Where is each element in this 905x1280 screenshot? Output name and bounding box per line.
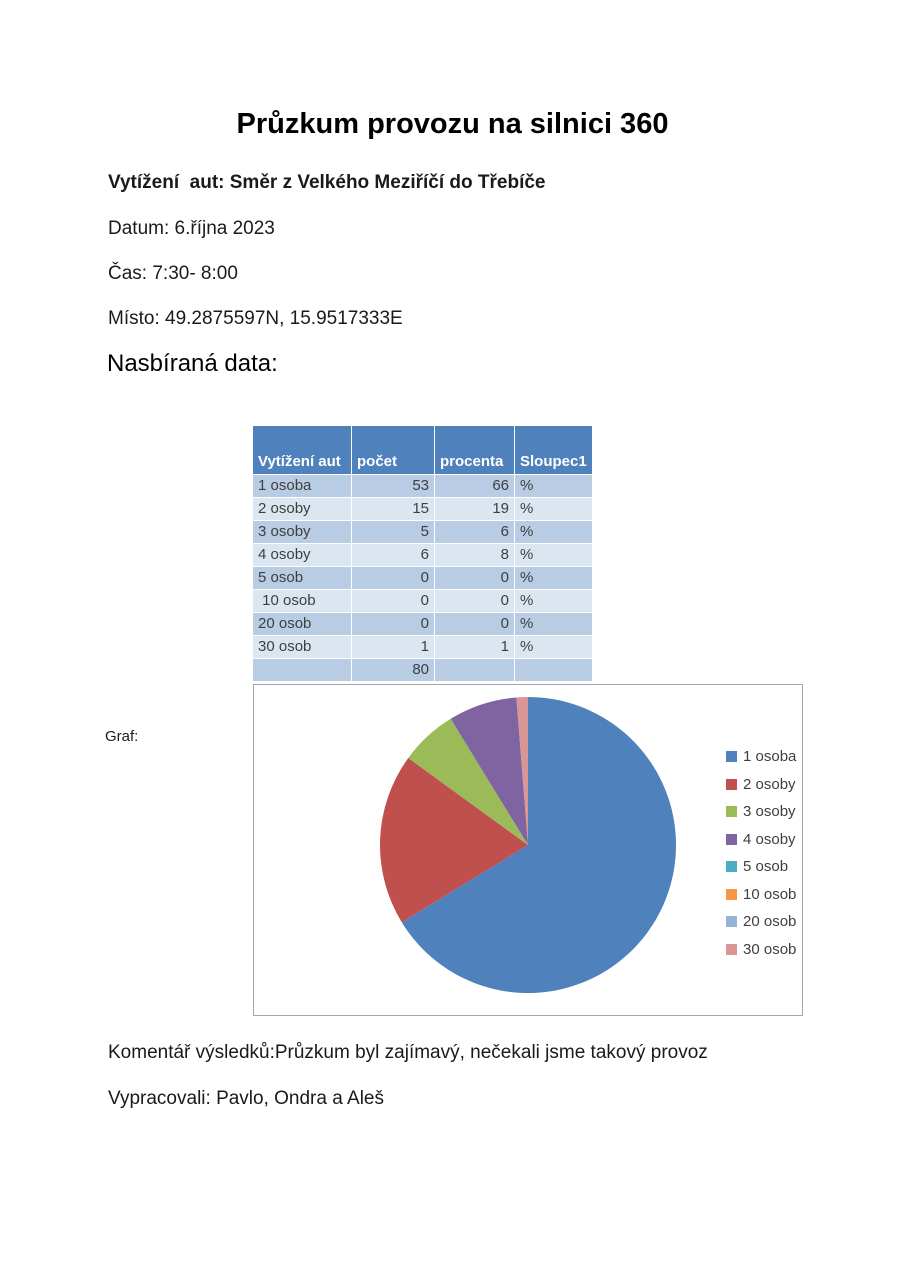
place-line: Místo: 49.2875597N, 15.9517333E [108,308,403,329]
table-cell: 5 [352,521,435,544]
table-cell: 0 [352,567,435,590]
legend-swatch-icon [726,861,737,872]
data-table [252,425,593,682]
table-row [253,659,593,682]
legend-label: 1 osoba [743,748,797,766]
legend-item [726,936,796,964]
legend-swatch-icon [726,751,737,762]
graf-label: Graf: [105,728,139,745]
legend-item [726,908,796,936]
data-table-body [253,475,593,682]
table-cell: 1 osoba [253,475,352,498]
table-cell: % [515,521,593,544]
table-cell: 15 [352,498,435,521]
table-row [253,544,593,567]
pie-chart-frame [253,684,803,1016]
table-row [253,636,593,659]
subtitle-line: Vytížení aut: Směr z Velkého Meziříčí do Třebíče [108,172,546,193]
legend-item [726,798,796,826]
legend-swatch-icon [726,916,737,927]
table-cell: 0 [435,590,515,613]
table-cell: % [515,613,593,636]
table-cell: 6 [352,544,435,567]
table-cell: % [515,590,593,613]
legend-swatch-icon [726,944,737,955]
legend-label: 5 osob [743,858,789,876]
table-cell: 4 osoby [253,544,352,567]
legend-swatch-icon [726,779,737,790]
legend-item [726,853,796,881]
legend-label: 3 osoby [743,803,796,821]
section-heading: Nasbíraná data: [107,350,278,377]
legend-item [726,771,796,799]
table-cell: 2 osoby [253,498,352,521]
table-cell: 0 [435,567,515,590]
table-cell: % [515,475,593,498]
table-cell: 19 [435,498,515,521]
table-header-row [253,426,593,475]
table-cell: 10 osob [253,590,352,613]
page-title: Průzkum provozu na silnici 360 [236,108,669,140]
table-cell: 53 [352,475,435,498]
header-cell-vytizeni-aut: Vytížení aut [253,426,352,475]
legend-item [726,743,796,771]
legend-label: 2 osoby [743,775,796,793]
legend-swatch-icon [726,806,737,817]
table-cell: 0 [435,613,515,636]
time-line: Čas: 7:30- 8:00 [108,263,238,284]
table-cell: % [515,498,593,521]
legend-swatch-icon [726,834,737,845]
legend-label: 20 osob [743,913,797,931]
pie-chart [254,685,802,1015]
authors-line: Vypracovali: Pavlo, Ondra a Aleš [108,1088,384,1109]
table-row [253,613,593,636]
date-line: Datum: 6.října 2023 [108,218,275,239]
table-cell: 1 [435,636,515,659]
table-cell: 66 [435,475,515,498]
table-cell: 6 [435,521,515,544]
table-cell: % [515,544,593,567]
table-cell: 0 [352,590,435,613]
header-cell-pocet: počet [352,426,435,475]
table-cell [253,659,352,682]
legend-label: 10 osob [743,885,797,903]
header-cell-procenta: procenta [435,426,515,475]
table-row [253,475,593,498]
table-row [253,590,593,613]
legend-swatch-icon [726,889,737,900]
table-cell: 30 osob [253,636,352,659]
table-cell [515,659,593,682]
table-cell: 5 osob [253,567,352,590]
header-cell-sloupec1: Sloupec1 [515,426,593,475]
table-cell: 20 osob [253,613,352,636]
legend-item [726,881,796,909]
legend-label: 30 osob [743,940,797,958]
table-cell: 80 [352,659,435,682]
comment-line: Komentář výsledků:Průzkum byl zajímavý, nečekali jsme takový provoz [108,1042,708,1063]
table-cell: 8 [435,544,515,567]
table-cell: % [515,636,593,659]
data-table-head [253,426,593,475]
legend-item [726,826,796,854]
table-row [253,567,593,590]
table-cell: % [515,567,593,590]
chart-legend [726,743,796,963]
table-cell: 0 [352,613,435,636]
table-cell: 1 [352,636,435,659]
table-cell [435,659,515,682]
legend-label: 4 osoby [743,830,796,848]
table-cell: 3 osoby [253,521,352,544]
table-row [253,498,593,521]
table-row [253,521,593,544]
